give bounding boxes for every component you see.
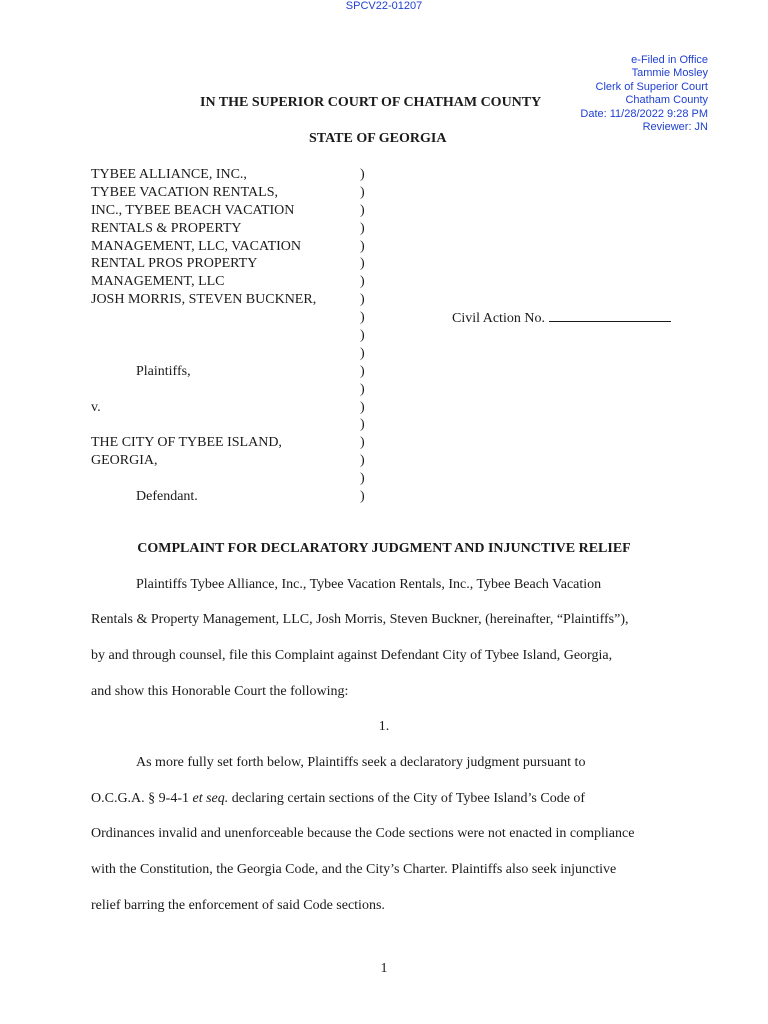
plaintiff-line: RENTAL PROS PROPERTY [91,256,258,272]
paren: ) [360,292,365,308]
paren: ) [360,399,365,415]
plaintiff-line: JOSH MORRIS, STEVEN BUCKNER, [91,292,317,308]
paren: ) [360,238,365,254]
paragraph-number: 1. [378,719,390,734]
paren: ) [360,184,365,200]
case-number-stamp: SPCV22-01207 [345,0,423,12]
efile-line: Chatham County [625,94,708,107]
defendant-line: GEORGIA, [91,453,158,469]
efile-line: Date: 11/28/2022 9:28 PM [580,107,708,120]
paren: ) [360,453,365,469]
plaintiff-line: TYBEE ALLIANCE, INC., [91,167,247,182]
et-seq: et seq. [192,791,229,806]
intro-line: Rentals & Property Management, LLC, Josh Morris, Steven Buckner, (hereinafter, “Plaintiffs”), [91,612,629,627]
paragraph-text: declaring certain sections of the City of Tybee Island’s Code of [228,791,586,806]
paren: ) [360,167,365,182]
intro-line: Plaintiffs Tybee Alliance, Inc., Tybee Vacation Rentals, Inc., Tybee Beach Vacation [136,577,602,592]
paragraph-line: relief barring the enforcement of said Code sections. [91,898,385,913]
paren: ) [360,381,365,397]
paren: ) [360,363,365,379]
paragraph-line: with the Constitution, the Georgia Code, and the City’s Charter. Plaintiffs also seek injunctive [91,862,617,877]
paragraph-line [91,791,585,807]
paren: ) [360,417,365,433]
defendant-label: Defendant. [136,489,198,505]
statute-citation: O.C.G.A. § 9-4-1 [91,791,193,806]
plaintiffs-label: Plaintiffs, [136,363,191,379]
efile-line: Clerk of Superior Court [595,80,708,93]
paren: ) [360,274,365,290]
paren: ) [360,220,365,236]
civil-action-number [452,309,671,327]
plaintiff-line: RENTALS & PROPERTY [91,220,242,236]
versus: v. [91,399,101,415]
paren: ) [360,256,365,272]
defendant-line: THE CITY OF TYBEE ISLAND, [91,435,282,451]
paren: ) [360,328,365,344]
court-title: IN THE SUPERIOR COURT OF CHATHAM COUNTY [200,95,542,110]
plaintiff-line: TYBEE VACATION RENTALS, [91,184,278,200]
paren: ) [360,345,365,361]
complaint-title: COMPLAINT FOR DECLARATORY JUDGMENT AND INJUNCTIVE RELIEF [137,541,631,556]
civil-action-blank [549,309,671,322]
page-number: 1 [380,961,388,976]
efile-line: Reviewer: JN [642,121,708,134]
efile-stamp [580,54,708,134]
paren: ) [360,310,365,326]
paragraph-line: As more fully set forth below, Plaintiffs seek a declaratory judgment pursuant to [136,755,586,770]
paragraph-line: Ordinances invalid and unenforceable because the Code sections were not enacted in compliance [91,826,635,841]
party-block [91,166,316,506]
paren: ) [360,489,365,505]
paren: ) [360,202,365,218]
intro-line: by and through counsel, file this Complaint against Defendant City of Tybee Island, Georgia, [91,648,613,663]
paren: ) [360,471,365,487]
paren: ) [360,435,365,451]
plaintiff-line: MANAGEMENT, LLC [91,274,225,290]
plaintiff-line: MANAGEMENT, LLC, VACATION [91,238,301,254]
civil-action-label: Civil Action No. [452,311,545,326]
efile-line: e-Filed in Office [631,54,708,66]
plaintiff-line: INC., TYBEE BEACH VACATION [91,202,295,218]
state-title: STATE OF GEORGIA [309,131,447,146]
intro-line: and show this Honorable Court the following: [91,684,349,699]
efile-line: Tammie Mosley [631,67,708,80]
caption-parentheses [360,166,365,506]
